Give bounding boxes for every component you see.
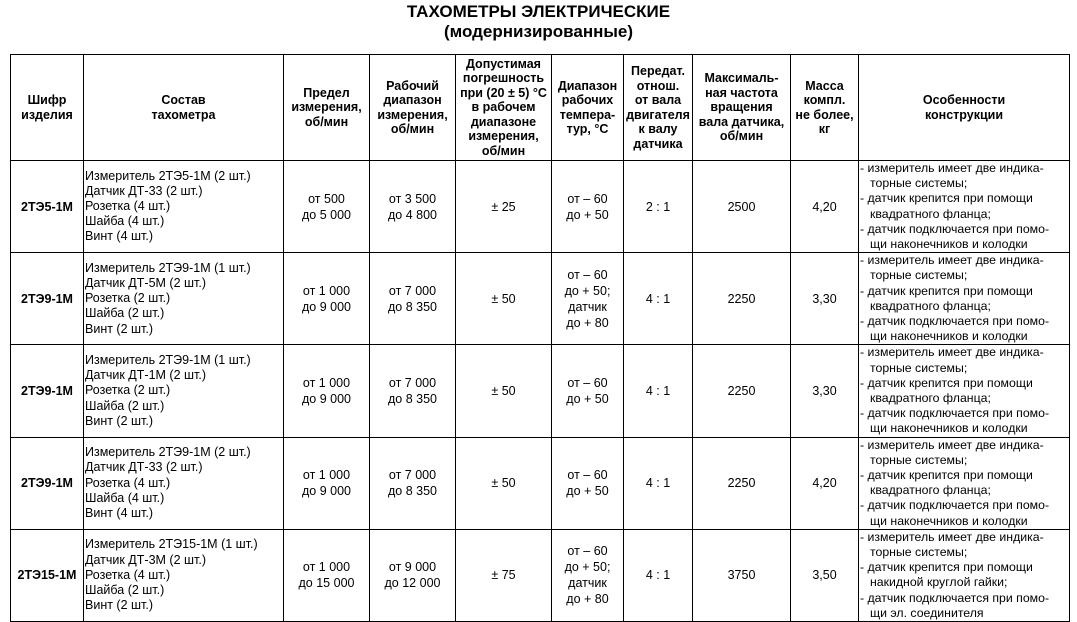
feature-line: щи наконечников и колодки [870,513,1028,528]
measurement-limit-cell [284,161,370,253]
feature-line: - датчик подключается при помо- [860,314,1050,329]
composition-item: Шайба (4 шт.) [85,214,165,229]
feature-line: накидной круглой гайки; [870,575,1008,590]
product-code-cell: 2ТЭ9-1М [11,437,84,529]
composition-cell [84,345,284,437]
header-line: Шифр [27,93,67,107]
composition-cell [84,253,284,345]
feature-line: - датчик крепится при помощи [860,560,1033,575]
value-line: от 500 [308,191,345,206]
feature-line: щи эл. соединителя [870,605,984,620]
value-line: до 8 350 [388,392,437,407]
composition-item: Измеритель 2ТЭ9-1М (1 шт.) [85,353,251,368]
value-line: от 7 000 [388,468,437,483]
value-line: до 9 000 [302,484,351,499]
header-line: диапазоне [470,114,537,129]
composition-cell [84,529,284,621]
composition-item: Измеритель 2ТЭ9-1М (1 шт.) [85,260,251,275]
mass-cell: 3,30 [791,253,859,345]
temperature-range-cell [552,345,624,437]
header-line: измерения, [377,107,448,122]
temperature-range-cell [552,529,624,621]
composition-item: Шайба (4 шт.) [85,490,165,505]
feature-line: торные системы; [870,268,968,283]
value-line: от – 60 [567,267,608,282]
product-code-cell: 2ТЭ9-1М [11,345,84,437]
header-line: Допустимая [466,56,541,71]
value-line: до + 80 [566,315,609,330]
composition-item: Шайба (2 шт.) [85,398,165,413]
feature-line: - датчик подключается при помо- [860,498,1050,513]
feature-line: - датчик подключается при помо- [860,406,1050,421]
working-range-cell [370,253,456,345]
temperature-range-cell [552,253,624,345]
value-line: от 7 000 [388,283,437,298]
mass-cell: 4,20 [791,161,859,253]
error-cell: ± 50 [456,437,552,529]
feature-line: щи наконечников и колодки [870,237,1028,252]
composition-item: Шайба (2 шт.) [85,583,165,598]
measurement-limit-cell [284,345,370,437]
working-range-cell [370,161,456,253]
value-line: от 1 000 [302,283,351,298]
value-line: до 9 000 [302,299,351,314]
temperature-range-cell [552,161,624,253]
title-line-1: ТАХОМЕТРЫ ЭЛЕКТРИЧЕСКИЕ [406,2,671,21]
mass-cell: 4,20 [791,437,859,529]
composition-item: Измеритель 2ТЭ5-1М (2 шт.) [85,168,251,183]
measurement-limit-cell [284,437,370,529]
features-cell [859,529,1070,621]
gear-ratio-cell: 4 : 1 [624,437,693,529]
features-cell [859,253,1070,345]
col-max-frequency-header [693,55,791,161]
value-line: до 15 000 [298,576,355,591]
error-cell: ± 50 [456,345,552,437]
col-code-header [11,55,84,161]
composition-item: Винт (4 шт.) [85,229,154,244]
composition-item: Винт (2 шт.) [85,598,154,613]
composition-item: Розетка (4 шт.) [85,199,171,213]
feature-line: - измеритель имеет две индика- [860,161,1044,175]
table-row [11,161,1070,253]
value-line: до + 50 [566,484,609,499]
value-line: до + 50; [564,283,611,298]
header-line: тур, °С [566,122,609,136]
feature-line: - датчик подключается при помо- [860,590,1050,605]
header-line: Особенности [922,93,1006,107]
col-mass-header [791,55,859,161]
col-features-header [859,55,1070,161]
value-line: до 9 000 [302,392,351,407]
col-error-header [456,55,552,161]
feature-line: - измеритель имеет две индика- [860,437,1044,452]
product-code-cell: 2ТЭ15-1М [11,529,84,621]
value-line: от 9 000 [388,560,437,575]
feature-line: - датчик крепится при помощи [860,191,1033,206]
composition-item: Розетка (4 шт.) [85,567,171,582]
composition-item: Шайба (2 шт.) [85,306,165,321]
composition-item: Датчик ДТ-3М (2 шт.) [85,552,206,567]
value-line: до 4 800 [388,207,437,222]
col-limit-header [284,55,370,161]
gear-ratio-cell: 4 : 1 [624,345,693,437]
max-frequency-cell: 2250 [693,345,791,437]
feature-line: щи наконечников и колодки [870,329,1028,344]
product-code-cell: 2ТЭ5-1М [11,161,84,253]
table-row [11,437,1070,529]
header-line: Масса [805,78,844,93]
working-range-cell [370,437,456,529]
header-line: отнош. [636,78,680,93]
working-range-cell [370,345,456,437]
header-line: конструкции [924,107,1004,122]
value-line: до + 50 [566,207,609,222]
header-line: компл. [803,93,846,107]
feature-line: квадратного фланца; [870,483,991,498]
value-line: от – 60 [567,544,608,559]
composition-item: Датчик ДТ-33 (2 шт.) [85,460,203,475]
header-line: Рабочий [386,78,439,93]
header-line: измерения, [468,129,539,144]
features-cell [859,345,1070,437]
header-line: Максималь- [704,71,779,86]
header-line: об/мин [390,122,435,136]
error-cell: ± 75 [456,529,552,621]
feature-line: торные системы; [870,176,968,191]
header-line: кг [818,122,831,136]
value-line: до + 80 [566,592,609,607]
header-line: тахометра [151,107,216,122]
table-row [11,253,1070,345]
composition-item: Измеритель 2ТЭ9-1М (2 шт.) [85,445,251,460]
max-frequency-cell: 3750 [693,529,791,621]
features-cell [859,437,1070,529]
header-line: об/мин [481,143,526,158]
value-line: датчик [568,576,607,591]
composition-item: Розетка (2 шт.) [85,291,171,306]
value-line: от 1 000 [302,376,351,391]
composition-item: Винт (2 шт.) [85,413,154,428]
col-temperature-header [552,55,624,161]
header-line: изделия [21,107,73,122]
composition-item: Розетка (2 шт.) [85,383,171,398]
feature-line: - измеритель имеет две индика- [860,529,1044,544]
composition-item: Датчик ДТ-5М (2 шт.) [85,276,206,291]
header-line: при (20 ± 5) °С [460,85,547,100]
title-line-2: (модернизированные) [443,22,634,41]
value-line: от 3 500 [388,191,437,206]
value-line: до + 50; [564,560,611,575]
composition-cell [84,161,284,253]
header-row [11,55,1070,161]
composition-item: Датчик ДТ-1М (2 шт.) [85,368,206,383]
value-line: до 8 350 [388,299,437,314]
measurement-limit-cell [284,253,370,345]
header-line: к валу [638,122,678,136]
col-composition-header [84,55,284,161]
error-cell: ± 50 [456,253,552,345]
gear-ratio-cell: 4 : 1 [624,253,693,345]
feature-line: торные системы; [870,360,968,375]
feature-line: торные системы; [870,452,968,467]
max-frequency-cell: 2500 [693,161,791,253]
header-line: диапазон [383,93,442,107]
header-line: об/мин [304,114,349,129]
feature-line: - датчик крепится при помощи [860,375,1033,390]
header-line: ная частота [705,85,778,100]
error-cell: ± 25 [456,161,552,253]
col-ratio-header [624,55,693,161]
page-title [0,2,1077,42]
header-line: темпера- [559,107,616,122]
feature-line: квадратного фланца; [870,391,991,406]
table-body [11,161,1070,622]
feature-line: квадратного фланца; [870,206,991,221]
value-line: до 8 350 [388,484,437,499]
feature-line: - датчик крепится при помощи [860,283,1033,298]
header-line: погрешность [462,71,545,86]
composition-item: Измеритель 2ТЭ15-1М (1 шт.) [85,537,258,552]
mass-cell: 3,50 [791,529,859,621]
value-line: до 5 000 [302,207,351,222]
feature-line: торные системы; [870,545,968,560]
feature-line: квадратного фланца; [870,298,991,313]
header-line: рабочих [561,93,614,107]
header-line: об/мин [719,129,764,144]
header-line: измерения, [291,100,362,115]
header-line: двигателя [626,107,690,122]
tachometer-spec-table [10,54,1070,622]
feature-line: щи наконечников и колодки [870,421,1028,436]
value-line: от 7 000 [388,376,437,391]
value-line: датчик [568,299,607,314]
feature-line: - измеритель имеет две индика- [860,345,1044,360]
temperature-range-cell [552,437,624,529]
composition-item: Датчик ДТ-33 (2 шт.) [85,183,203,198]
measurement-limit-cell [284,529,370,621]
value-line: от – 60 [567,191,608,206]
feature-line: - датчик подключается при помо- [860,221,1050,236]
max-frequency-cell: 2250 [693,437,791,529]
table-row [11,529,1070,621]
table-row [11,345,1070,437]
product-code-cell: 2ТЭ9-1М [11,253,84,345]
composition-item: Винт (2 шт.) [85,321,154,336]
max-frequency-cell: 2250 [693,253,791,345]
mass-cell: 3,30 [791,345,859,437]
header-line: от вала [634,93,682,107]
header-line: датчика [633,136,683,151]
value-line: от 1 000 [302,560,351,575]
value-line: до + 50 [566,392,609,407]
feature-line: - измеритель имеет две индика- [860,253,1044,268]
gear-ratio-cell: 4 : 1 [624,529,693,621]
features-cell [859,161,1070,253]
header-line: Предел [303,85,350,100]
header-line: Диапазон [557,78,618,93]
col-working-range-header [370,55,456,161]
value-line: от 1 000 [302,468,351,483]
header-line: Состав [161,93,206,107]
gear-ratio-cell: 2 : 1 [624,161,693,253]
header-line: не более, [795,107,854,122]
composition-item: Розетка (4 шт.) [85,475,171,490]
header-line: Передат. [631,64,685,78]
value-line: до 12 000 [384,576,441,591]
header-line: в рабочем [471,100,536,115]
feature-line: - датчик крепится при помощи [860,468,1033,483]
header-line: вращения [710,100,773,115]
composition-item: Винт (4 шт.) [85,506,154,521]
composition-cell [84,437,284,529]
value-line: от – 60 [567,468,608,483]
working-range-cell [370,529,456,621]
header-line: вала датчика, [698,114,785,129]
value-line: от – 60 [567,376,608,391]
